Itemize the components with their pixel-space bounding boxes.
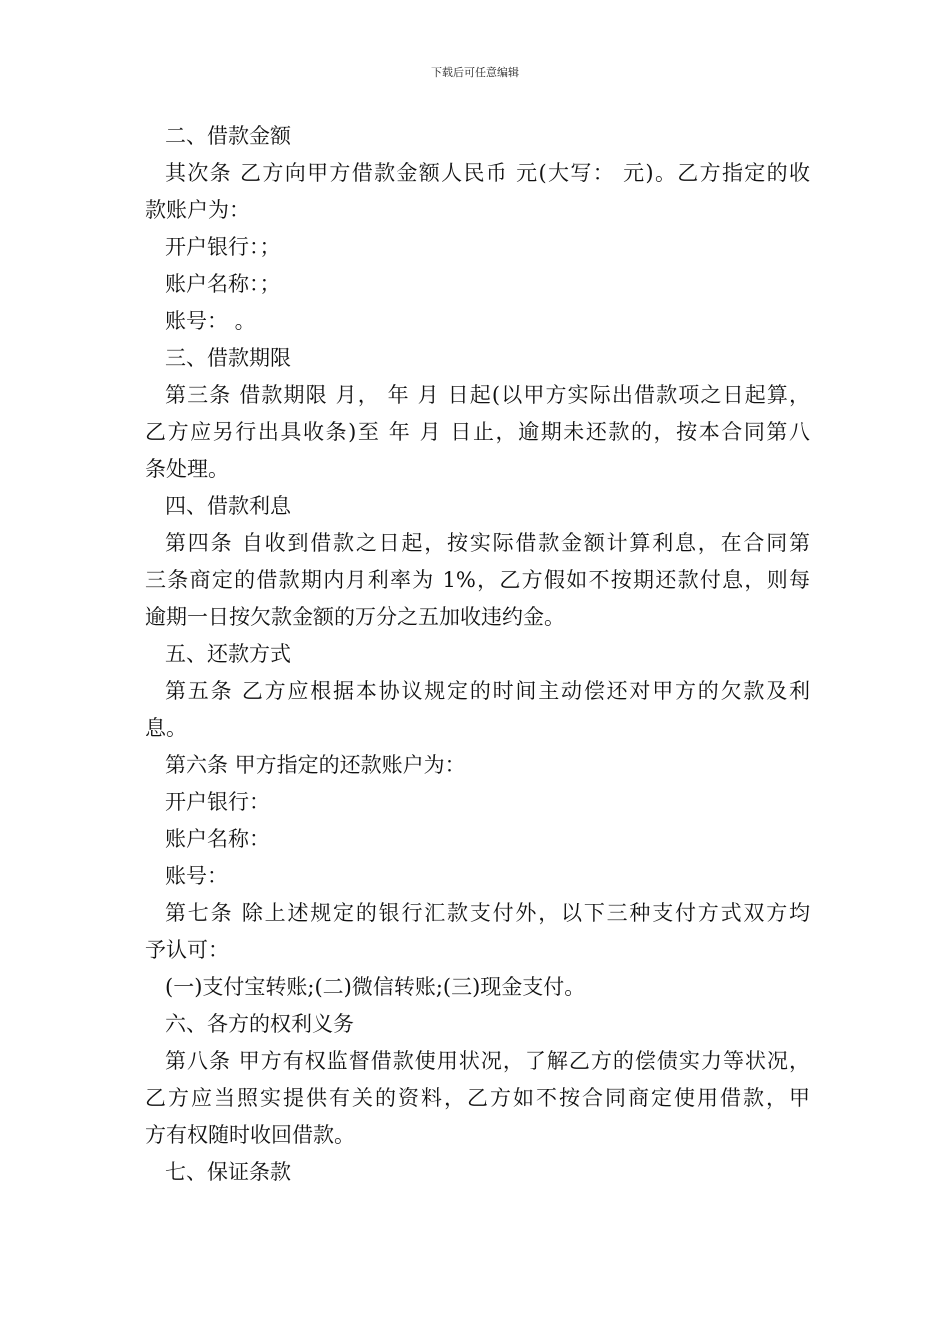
document-line: 第四条 自收到借款之日起，按实际借款金额计算利息，在合同第 — [165, 531, 810, 555]
document-line: 条处理。 — [145, 457, 229, 481]
document-line: 逾期一日按欠款金额的万分之五加收违约金。 — [145, 605, 565, 629]
document-line: 予认可： — [145, 938, 229, 962]
document-line: 方有权随时收回借款。 — [145, 1123, 355, 1147]
document-line: 其次条 乙方向甲方借款金额人民币 元(大写： 元)。乙方指定的收 — [165, 161, 810, 185]
document-line: 账号： 。 — [165, 309, 256, 333]
document-line: (一)支付宝转账;(二)微信转账;(三)现金支付。 — [165, 975, 586, 999]
document-line: 三条商定的借款期内月利率为 1%，乙方假如不按期还款付息，则每 — [145, 568, 810, 592]
document-line: 账户名称： — [165, 827, 270, 851]
document-line: 乙方应当照实提供有关的资料，乙方如不按合同商定使用借款，甲 — [145, 1086, 810, 1110]
document-line: 第七条 除上述规定的银行汇款支付外，以下三种支付方式双方均 — [165, 901, 810, 925]
document-body — [145, 118, 810, 1191]
document-line: 五、还款方式 — [165, 642, 291, 666]
document-line: 乙方应另行出具收条)至 年 月 日止，逾期未还款的，按本合同第八 — [145, 420, 810, 444]
document-line: 第三条 借款期限 月， 年 月 日起(以甲方实际出借款项之日起算， — [165, 383, 810, 407]
document-line: 账号： — [165, 864, 228, 888]
document-line: 息。 — [145, 716, 187, 740]
document-line: 四、借款利息 — [165, 494, 291, 518]
document-line: 七、保证条款 — [165, 1160, 291, 1184]
page-header-note: 下载后可任意编辑 — [431, 66, 519, 79]
document-line: 开户银行：； — [165, 235, 281, 259]
document-line: 第五条 乙方应根据本协议规定的时间主动偿还对甲方的欠款及利 — [165, 679, 810, 703]
document-line: 第六条 甲方指定的还款账户为： — [165, 753, 466, 777]
document-line: 六、各方的权利义务 — [165, 1012, 354, 1036]
document-line: 二、借款金额 — [165, 124, 291, 148]
document-line: 款账户为： — [145, 198, 250, 222]
document-line: 账户名称：； — [165, 272, 281, 296]
document-line: 第八条 甲方有权监督借款使用状况，了解乙方的偿债实力等状况， — [165, 1049, 810, 1073]
document-line: 开户银行： — [165, 790, 270, 814]
document-line: 三、借款期限 — [165, 346, 291, 370]
